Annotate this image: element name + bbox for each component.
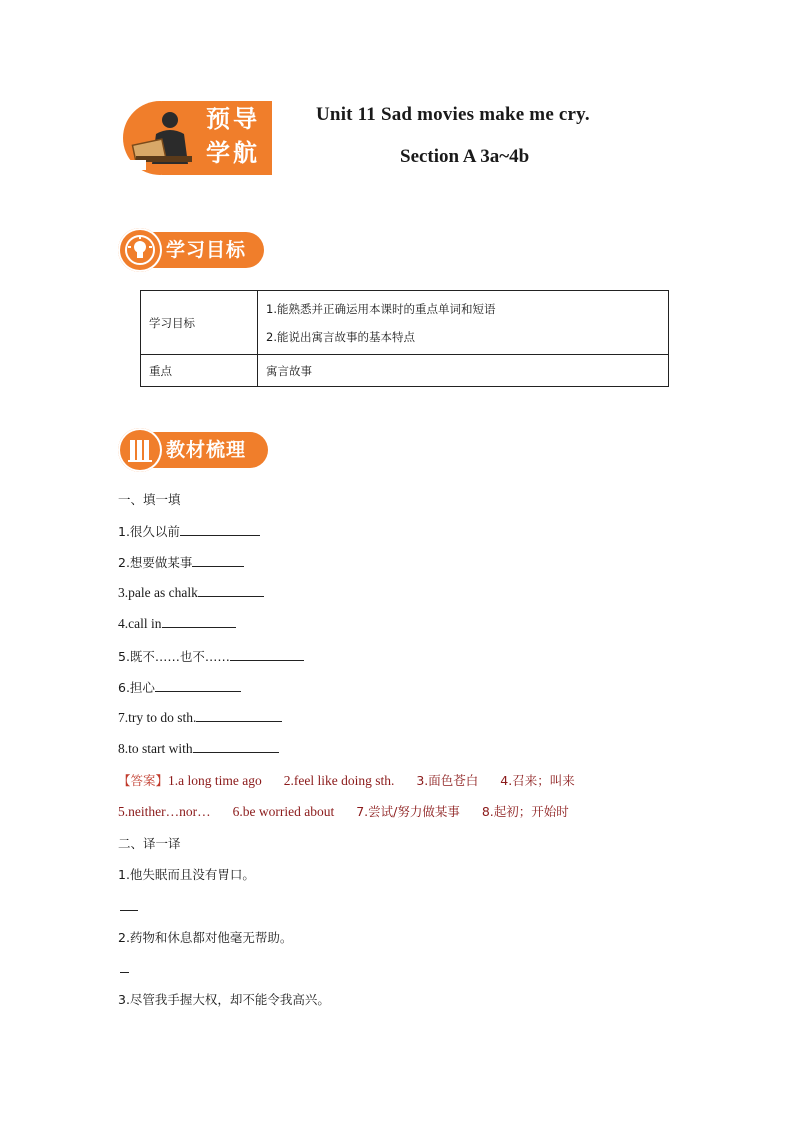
table-cell-key: 学习目标	[141, 291, 258, 355]
page-subtitle: Section A 3a~4b	[400, 146, 530, 167]
answer-line-1: 【答案】1.a long time ago 2.feel like doing sth. 3.面色苍白 4.召来；叫来	[118, 773, 575, 788]
answer-line-2: 5.neither…nor… 6.be worried about 7.尝试/努力做某事 8.起初；开始时	[118, 804, 569, 819]
table-cell-key: 重点	[141, 355, 258, 387]
section-tag-label: 教材梳理	[166, 439, 247, 461]
section-tag-goals	[118, 228, 268, 274]
badge-label	[206, 102, 270, 170]
list-item: 5.既不……也不……	[118, 647, 304, 665]
table-row	[141, 291, 669, 355]
answer-blank[interactable]	[230, 648, 304, 661]
list-item: 3.尽管我手握大权，却不能令我高兴。	[118, 992, 330, 1007]
list-item: 3.pale as chalk	[118, 584, 264, 601]
answer-blank[interactable]	[120, 910, 138, 911]
lightbulb-icon	[124, 234, 156, 266]
answer-blank[interactable]	[193, 740, 279, 753]
table-cell-value	[258, 291, 669, 355]
answer-blank[interactable]	[196, 709, 282, 722]
list-item: 2.想要做某事	[118, 553, 244, 571]
answer-blank[interactable]	[120, 972, 129, 973]
answer-blank[interactable]	[180, 523, 260, 536]
section-tag-materials	[118, 428, 270, 474]
table-row	[141, 355, 669, 387]
list-item: 2.药物和休息都对他毫无帮助。	[118, 930, 293, 945]
answer-label: 【答案】	[118, 773, 169, 788]
answer-blank[interactable]	[155, 679, 241, 692]
badge-line-1: 预导	[206, 105, 260, 133]
list-item: 7.try to do sth.	[118, 709, 282, 726]
goals-table	[140, 290, 669, 387]
list-item: 1.很久以前	[118, 522, 260, 540]
answer-blank[interactable]	[192, 554, 244, 567]
translate-heading: 二、译一译	[118, 836, 181, 851]
fill-heading: 一、填一填	[118, 492, 181, 507]
header-badge	[122, 98, 272, 178]
answer-blank[interactable]	[198, 584, 264, 597]
page-title: Unit 11 Sad movies make me cry.	[316, 104, 590, 125]
table-cell-value: 寓言故事	[258, 355, 669, 387]
list-item: 1.他失眠而且没有胃口。	[118, 867, 255, 882]
section-tag-label: 学习目标	[166, 239, 247, 261]
list-item: 8.to start with	[118, 740, 279, 757]
goal-item: 1.能熟悉并正确运用本课时的重点单词和短语	[266, 301, 496, 316]
answer-blank[interactable]	[162, 615, 236, 628]
books-icon	[124, 434, 156, 466]
goal-item: 2.能说出寓言故事的基本特点	[266, 329, 415, 344]
list-item: 6.担心	[118, 678, 241, 696]
list-item: 4.call in	[118, 615, 236, 632]
badge-line-2: 学航	[206, 139, 260, 167]
